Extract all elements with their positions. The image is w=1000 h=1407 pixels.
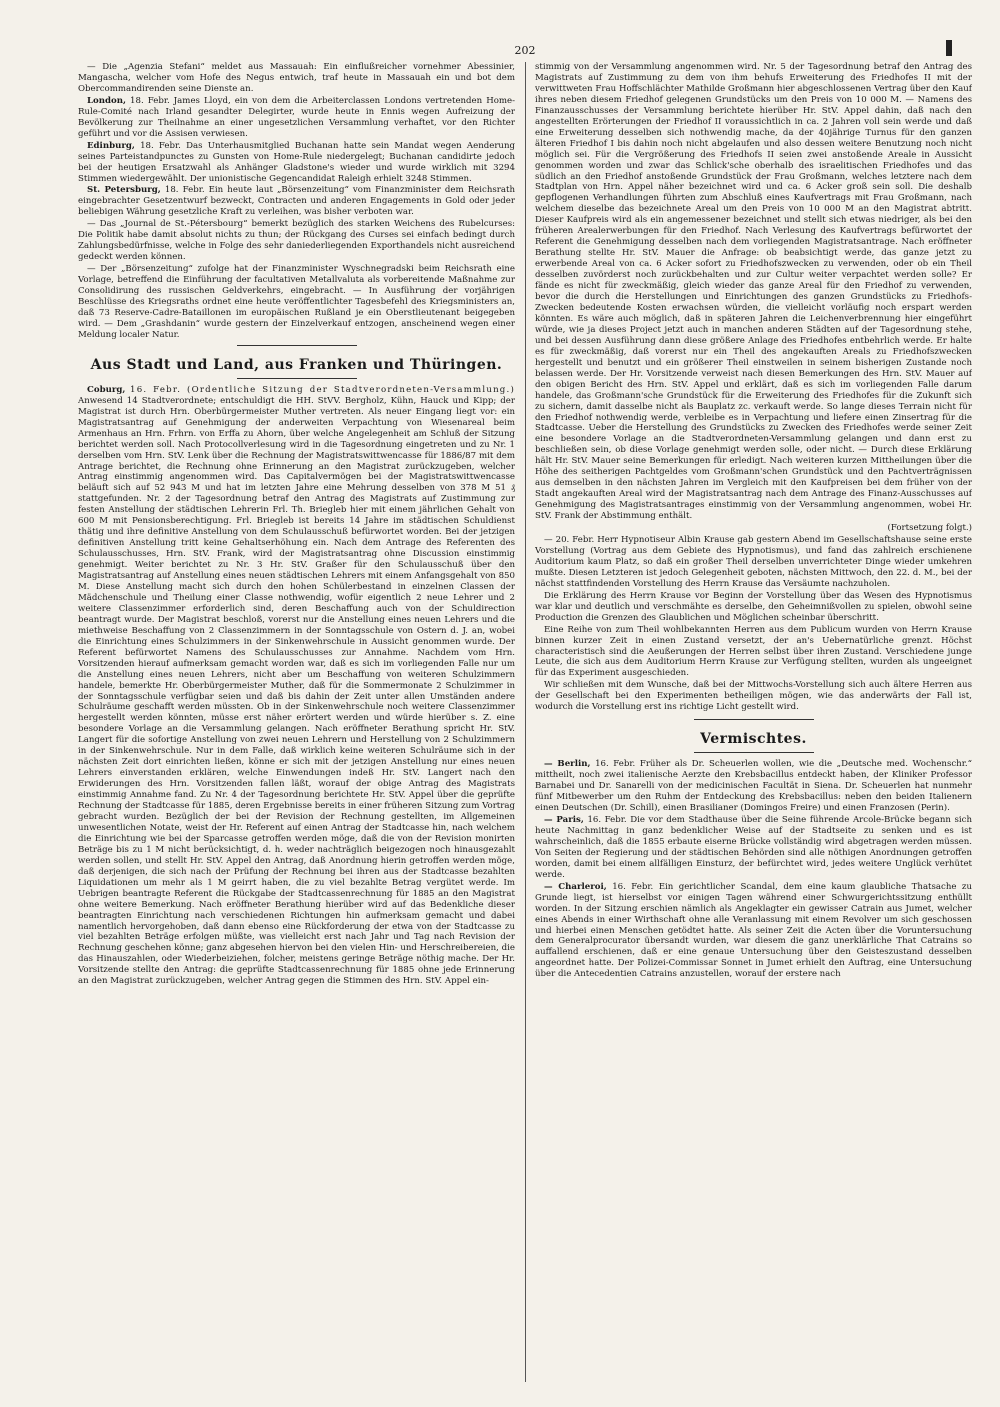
article-journal-petersbourg: — Das „Journal de St.-Pétersbourg“ bemerkt bezüglich des starken Weichens des Rubelcurses: Die Politik habe damit absolut nichts zu thun; der Rückgang des Curses sei einfach bedingt durch Zahlungsbedürfnisse, welche in Folge des sehr daniederliegenden Exporthandels nicht ausreichend gedeckt werden können.	[78, 219, 515, 263]
article-edinburg-body: 18. Febr. Das Unterhausmitglied Buchanan hatte sein Mandat wegen Aenderung seines Parteistandpunctes zu Gunsten von Home-Rule niedergelegt; Buchanan candidirte jedoch bei der heutigen Ersatzwahl als Anhänger Gladstone's wieder und wurde wirklich mit 3294 Stimmen wiedergewählt. Der unionistische Gegencandidat Raleigh erhielt 3248 Stimmen.	[78, 140, 515, 184]
article-london-body: 18. Febr. James Lloyd, ein von dem die Arbeiterclassen Londons vertretenden Home-Rule-Comité nach Irland gesandter Delegirter, wurde heute in Ennis wegen Aufreizung der Bevölkerung zur Theilnahme an einer ungesetzlichen Versammlung verhaftet, vor den Richter geführt und vor die Assisen verwiesen.	[78, 95, 515, 139]
article-petersburg	[78, 185, 515, 218]
article-hypnotismus-wunsch: Wir schließen mit dem Wunsche, daß bei der Mittwochs-Vorstellung sich auch ältere Herren aus der Gesellschaft bei den Experimenten betheiligen mögen, wie das anderwärts der Fall ist, wodurch die Vorstellung erst ins richtige Licht gestellt wird.	[535, 680, 972, 713]
article-hypnotismus-herren: Eine Reihe von zum Theil wohlbekannten Herren aus dem Publicum wurden von Herrn Krause binnen kurzer Zeit in einen Zustand versetzt, der an's Uebernatürliche grenzt. Höchst characteristisch sind die Aeußerungen der Herren selbst über ihren Zustand. Verschiedene junge Leute, die sich aus dem Auditorium Herrn Krause zur Verfügung stellten, wurden als ungeeignet für das Experiment ausgeschieden.	[535, 624, 972, 679]
continuation-note: (Fortsetzung folgt.)	[887, 523, 972, 534]
article-paris	[535, 815, 972, 881]
article-petersburg-body: 18. Febr. Ein heute laut „Börsenzeitung“ vom Finanzminister dem Reichsrath eingebrachter Gesetzentwurf bezweckt, Contracten und anderen Engagements in Gold oder jeder beliebigen Währung gesetzliche Kraft zu verleihen, was bisher verboten war.	[78, 185, 515, 218]
section-divider	[237, 345, 357, 346]
dateline-berlin: — Berlin,	[544, 759, 591, 770]
article-stefani: — Die „Agenzia Stefani“ meldet aus Massauah: Ein einflußreicher vornehmer Abessinier, Mangascha, welcher vom Hofe des Negus entwich, traf heute in Massauah ein und bot dem Obercommandirenden seine Dienste an.	[78, 62, 515, 94]
coburg-subheading: 16. Febr. (Ordentliche Sitzung der Stadtverordneten-Versammlung.)	[130, 384, 515, 395]
section-heading-stadt-und-land: Aus Stadt und Land, aus Franken und Thüringen.	[90, 356, 503, 373]
column-rule	[525, 62, 526, 1382]
article-london	[78, 96, 515, 140]
dateline-edinburg: Edinburg,	[87, 140, 135, 151]
page-number: 202	[514, 44, 536, 57]
section-divider	[694, 719, 814, 720]
article-coburg-body: Anwesend 14 Stadtverordnete; entschuldigt die HH. StVV. Bergholz, Kühn, Hauck und Kipp; der Magistrat ist durch Hrn. Oberbürgermeister Muther vertreten. Als neuer Eingang liegt vor: ein Magistratsantrag auf Genehmigung der anderweiten Verpachtung von Wiesenareal beim Armenhaus an Hrn. Frhrn. von Erffa zu Ahorn, über welche Angelegenheit am Schluß der Sitzung berichtet werden soll. Nach Protocollverlesung wird in die Tagesordnung eingetreten und zu Nr. 1 derselben vom Hrn. StV. Lenk über die Rechnung der Magistratswittwencasse für 1886/87 mit dem Antrage berichtet, die Rechnung ohne Erinnerung an den Magistrat zurückzugeben, welcher Antrag einstimmig angenommen wird. Das Capitalvermögen bei der Magistratswittwencasse beläuft sich auf 52 943 M und hat im letzten Jahre eine Mehrung desselben von 378 M 51 ₰ stattgefunden. Nr. 2 der Tagesordnung betraf den Antrag des Magistrats auf Zustimmung zur festen Anstellung der städtischen Lehrerin Frl. Th. Briegleb hier mit einem jährlichen Gehalt von 600 M mit Pensionsberechtigung. Frl. Briegleb ist bereits 14 Jahre im städtischen Schuldienst thätig und ihre definitive Anstellung von dem Schulausschuß befürwortet worden. Bei der jetzigen definitiven Anstellung tritt keine Gehaltserhöhung ein. Nach dem Antrage des Referenten des Schulausschusses, Hrn. StV. Frank, wird der Magistratsantrag ohne Discussion einstimmig genehmigt. Weiter berichtet zu Nr. 3 Hr. StV. Graßer für den Schulausschuß über den Magistratsantrag auf Anstellung eines neuen städtischen Lehrers mit einem Anfangsgehalt von 850 M. Diese Anstellung macht sich durch den hohen Schülerbestand in einzelnen Classen der Mädchenschule und Theilung einer Classe nothwendig, wofür eigentlich 2 neue Lehrer und 2 weitere Classenzimmer erforderlich sind, deren Beschaffung auch von der Schuldirection beantragt wurde. Der Magistrat beschloß, vorerst nur die Anstellung eines neuen Lehrers und die miethweise Beschaffung von 2 Classenzimmern in der Sonntagsschule von Ostern d. J. an, wobei die Einrichtung eines Schulzimmers in der Sinkenwehrschule in Aussicht genommen wurde. Der Referent befürwortet Namens des Schulausschusses zur Annahme. Nachdem vom Hrn. Vorsitzenden hierauf aufmerksam gemacht worden war, daß es sich im vorliegenden Falle nur um die Anstellung eines neuen Lehrers, nicht aber um Beschaffung von weiteren Schulzimmern handele, bemerkte Hr. Oberbürgermeister Muther, daß für die Sommermonate 2 Schulzimmer in der Sonntagsschule verfügbar seien und daß bis dahin der Zeit unter allen Umständen andere Schulräume geschafft werden müssten. Ob in der Sinkenwehrschule noch weitere Classenzimmer hergestellt werden könnten, müsse erst näher erörtert werden und würde hierüber s. Z. eine besondere Vorlage an die Versammlung gelangen. Nach eröffneter Berathung spricht Hr. StV. Langert für die sofortige Anstellung von zwei neuen Lehrern und Herstellung von 2 Schulzimmern in der Sinkenwehrschule. Nur in dem Falle, daß wirklich keine weiteren Schulräume sich in der nächsten Zeit dort einrichten ließen, könne er sich mit der jetzigen Anstellung nur eines neuen Lehrers einverstanden erklären, welche Einwendungen indeß Hr. StV. Langert nach den Erwiderungen des Hrn. Vorsitzenden fallen läßt, worauf der obige Antrag des Magistrats einstimmig Annahme fand. Zu Nr. 4 der Tagesordnung berichtete Hr. StV. Appel über die geprüfte Rechnung der Stadtcasse für 1885, deren Ergebnisse bereits in einer früheren Sitzung zum Vortrag gebracht wurden. Bezüglich der bei der Revision der Rechnung gestellten, im Allgemeinen unwesentlichen Notate, weist der Hr. Referent auf einen Antrag der Stadtcasse hin, nach welchem die Einrichtung wie bei der Sparcasse getroffen werden möge, daß die von der Revision monirten Beträge bis zu 1 M nicht berücksichtigt, d. h. weder nachträglich beigezogen noch hinausgezahlt werden sollen, und stellt Hr. StV. Appel den Antrag, daß Anordnung hierin getroffen werden möge, daß derjenigen, die sich nach der Prüfung der Rechnung bei ihren aus der Stadtcasse bezahlten Liquidationen um mehr als 1 M geirrt haben, die zu viel bezahlte Betrag vergütet werde. Im Uebrigen beantragte Referent die Rückgabe der Stadtcassenrechnung für 1885 an den Magistrat ohne weitere Bemerkung. Nach eröffneter Berathung hierüber wird auf das Bedenkliche dieser beantragten Einrichtung nach verschiedenen Richtungen hin aufmerksam gemacht und dabei namentlich hervorgehoben, daß dann ebenso eine Rückforderung der etwa von der Stadtcasse zu viel bezahlten Beträge erfolgen müßte, was vielleicht erst nach Jahr und Tag nach Revision der Rechnung geschehen könne; ganz abgesehen hiervon bei den vielen Hin- und Herschreibereien, die das Hinauszahlen, oder Wiederbeiziehen, folcher, meistens geringe Beträge nöthig mache. Der Hr. Vorsitzende stellte den Antrag: die geprüfte Stadtcassenrechnung für 1885 ohne jede Erinnerung an den Magistrat zurückzugeben, welcher Antrag gegen die Stimmen des Hrn. StV. Appel ein-	[78, 395, 515, 987]
section-divider	[237, 378, 357, 379]
article-charleroi	[535, 882, 972, 981]
article-paris-body: 16. Febr. Die vor dem Stadthause über die Seine führende Arcole-Brücke begann sich heute Nachmittag in ganz bedenklicher Weise auf der Stadtseite zu senken und es ist wahrscheinlich, daß die 1855 erbaute eiserne Brücke vollständig wird abgetragen werden müssen. Von Seiten der Regierung und der städtischen Behörden sind alle nöthigen Anordnungen getroffen worden, damit bei einem allfälligen Einsturz, der befürchtet wird, jedes weitere Unglück verhütet werde.	[535, 815, 972, 880]
article-hypnotiseur: — 20. Febr. Herr Hypnotiseur Albin Krause gab gestern Abend im Gesellschaftshause seine erste Vorstellung (Vortrag aus dem Gebiete des Hypnotismus), und fand das zahlreich erschienene Auditorium kaum Platz, so daß ein großer Theil derselben unverrichteter Dinge wieder umkehren mußte. Diesen Letzteren ist jedoch Gelegenheit geboten, nächsten Mittwoch, den 22. d. M., bei der nächst stattfindenden Vorstellung des Herrn Krause das Versäumte nachzuholen.	[535, 534, 972, 589]
article-berlin	[535, 759, 972, 814]
dateline-coburg: Coburg,	[87, 384, 126, 395]
article-boersenzeitung: — Der „Börsenzeitung“ zufolge hat der Finanzminister Wyschnegradski beim Reichsrath eine Vorlage, betreffend die Einführung der facultativen Metallvaluta als vorbereitende Maßnahme zur Consolidirung des russischen Geldverkehrs, eingebracht. — In Ausführung der vorjährigen Beschlüsse des Kriegsraths ordnet eine heute veröffentlichter Tagesbefehl des Kriegsministers an, daß 73 Reserve-Cadre-Bataillonen im europäischen Rußland je ein Oberstlieutenant beigegeben wird. — Dem „Grashdanin“ wurde gestern der Einzelverkauf entzogen, anscheinend wegen einer Meldung localer Natur.	[78, 264, 515, 340]
article-coburg-continued: stimmig von der Versammlung angenommen wird. Nr. 5 der Tagesordnung betraf den Antrag des Magistrats auf Zustimmung zu dem von ihm behufs Erweiterung des Friedhofes II mit der verwittweten Frau Hoffschlächter Mathilde Großmann hier abgeschlossenen Vertrag über den Kauf ihres neben diesem Friedhof gelegenen Grundstücks um den Preis von 10 000 M. — Namens des Finanzausschusses der Versammlung berichtete hierüber Hr. StV. Appel dahin, daß nach den angestellten Erörterungen der Friedhof II voraussichtlich in ca. 2 Jahren voll sein werde und daß eine Erweiterung desselben sich nothwendig mache, da der 40jährige Turnus für den ganzen älteren Friedhof I bis dahin noch nicht abgelaufen und also dessen weitere Benutzung noch nicht möglich sei. Für die Vergrößerung des Friedhofs II seien zwei anstoßende Areale in Aussicht genommen worden und zwar das Schlick'sche oberhalb des israelitischen Friedhofes und das südlich an den Friedhof anstoßende Grundstück der Frau Großmann, welches letztere nach dem Stadtplan von Hrn. Appel näher bezeichnet wird und ca. 6 Acker groß sein soll. Die deshalb gepflogenen Verhandlungen führten zum Abschluß eines Kaufvertrags mit Frau Großmann, nach welchem dieselbe das bezeichnete Areal um den Preis von 10 000 M an den Magistrat abtritt. Dieser Kaufpreis wird als ein angemessener bezeichnet und stellt sich etwas niedriger, als bei den früheren Arealerwerbungen für den Friedhof. Nach Verlesung des Kaufvertrags befürwortet der Referent die Genehmigung desselben nach dem vorliegenden Magistratsantrage. Nach eröffneter Berathung stellte Hr. StV. Mauer die Anfrage: ob beabsichtigt werde, das ganze jetzt zu erwerbende Areal von ca. 6 Acker sofort zu Friedhofszwecken zu verwenden, oder ob ein Theil desselben zuvörderst noch zurückbehalten und zur Cultur weiter verpachtet werden solle? Er fände es nicht für zweckmäßig, gleich wieder das ganze Areal für den Friedhof zu verwenden, bevor die durch die Herstellungen und Einrichtungen des ganzen Grundstücks zu Friedhofs-Zwecken bedeutende Kosten erwachsen würden, die vielleicht vorläufig noch erspart werden könnten. Es wäre auch möglich, daß in späteren Jahren die Leichenverbrennung hier eingeführt würde, wie ja dieses Project jetzt auch in manchen anderen Städten auf der Tagesordnung stehe, und bei dessen Ausführung dann diese größere Anlage des Friedhofes entbehrlich werde. Er halte es für zweckmäßig, daß vorerst nur ein Theil des angekauften Areals zu Friedhofszwecken hergestellt und benutzt und ein größerer Theil einstweilen in seinem bisherigen Zustande noch belassen werde. Der Hr. Vorsitzende verweist nach diesen Bemerkungen des Hrn. StV. Mauer auf den obigen Bericht des Hrn. StV. Appel und erklärt, daß es sich im vorliegenden Falle darum handele, das Großmann'sche Grundstück für die Erweiterung des Friedhofes für die Zukunft sich zu sichern, damit dasselbe nicht als Bauplatz zc. verkauft werde. So lange dieses Terrain nicht für den Friedhof nothwendig werde, verbleibe es in Verpachtung und liefere einen Zinsertrag für die Stadtcasse. Ueber die Herstellung des Grundstücks zu Zwecken des Friedhofes werde seiner Zeit eine besondere Vorlage an die Stadtverordneten-Versammlung gelangen und dann erst zu beschließen sein, ob diese Vorlage genehmigt werden solle, oder nicht. — Durch diese Erklärung hält Hr. StV. Mauer seine Bemerkungen für erledigt. Nach weiteren kurzen Mittheilungen über die Höhe des seitherigen Pachtgeldes vom Großmann'schen Grundstück und den Pachtverträgnissen aus demselben in den nächsten Jahren im Vergleich mit den Kaufpreisen bei dem früher von der Stadt angekauften Areal wird der Magistratsantrag nach dem Antrage des Finanz-Ausschusses auf Genehmigung des Magistratsantrages einstimmig von der Versammlung angenommen, wobei Hr. StV. Frank der Abstimmung enthält.	[535, 62, 972, 522]
article-charleroi-body: 16. Febr. Ein gerichtlicher Scandal, dem eine kaum glaubliche Thatsache zu Grunde liegt, ist hierselbst vor einigen Tagen während einer Schwurgerichtssitzung enthüllt worden. In der Sitzung erschien nämlich als Angeklagter ein gewisser Catrain aus Jumet, welcher eines Abends in einer Wirthschaft ohne alle Veranlassung mit einem Revolver um sich geschossen und hierbei einen Menschen getödtet hatte. Als seiner Zeit die Acten über die Voruntersuchung dem Generalprocurator übersandt wurden, war diesem die ganz unerklärliche That Catrains so auffallend erschienen, daß er eine genaue Untersuchung über den Geisteszustand desselben angeordnet hatte. Der Polizei-Commissar Sonnet in Jumet erhielt den Auftrag, eine Untersuchung über die Antecedentien Catrains anzustellen, worauf der erstere nach	[535, 881, 972, 980]
dateline-london: London,	[87, 95, 127, 106]
dateline-charleroi: — Charleroi,	[544, 881, 607, 892]
newspaper-page	[78, 40, 972, 1385]
article-berlin-body: 16. Febr. Früher als Dr. Scheuerlen wollen, wie die „Deutsche med. Wochenschr.“ mittheilt, noch zwei italienische Aerzte den Krebsbacillus entdeckt haben, der Kliniker Professor Barnabei und Dr. Sanarelli von der medicinischen Facultät in Siena. Dr. Scheuerlen hat nunmehr fünf Mitbewerber um den Ruhm der Entdeckung des Krebsbacillus: neben den beiden Italienern einen Deutschen (Dr. Schill), einen Brasilianer (Domingos Freire) und einen Franzosen (Perin).	[535, 759, 972, 814]
dateline-paris: — Paris,	[544, 815, 584, 825]
section-divider	[694, 752, 814, 753]
left-column	[78, 62, 515, 1382]
article-coburg	[78, 385, 515, 987]
dateline-petersburg: St. Petersburg,	[87, 185, 161, 196]
right-column	[535, 62, 972, 1382]
article-edinburg	[78, 141, 515, 185]
article-hypnotismus-erklaerung: Die Erklärung des Herrn Krause vor Beginn der Vorstellung über das Wesen des Hypnotismus war klar und deutlich und verschmähte es derselbe, den Geheimnißvollen zu spielen, obwohl seine Production die Grenzen des Glaublichen und Möglichen scheinbar überschritt.	[535, 590, 972, 623]
section-heading-vermischtes: Vermischtes.	[700, 731, 807, 748]
